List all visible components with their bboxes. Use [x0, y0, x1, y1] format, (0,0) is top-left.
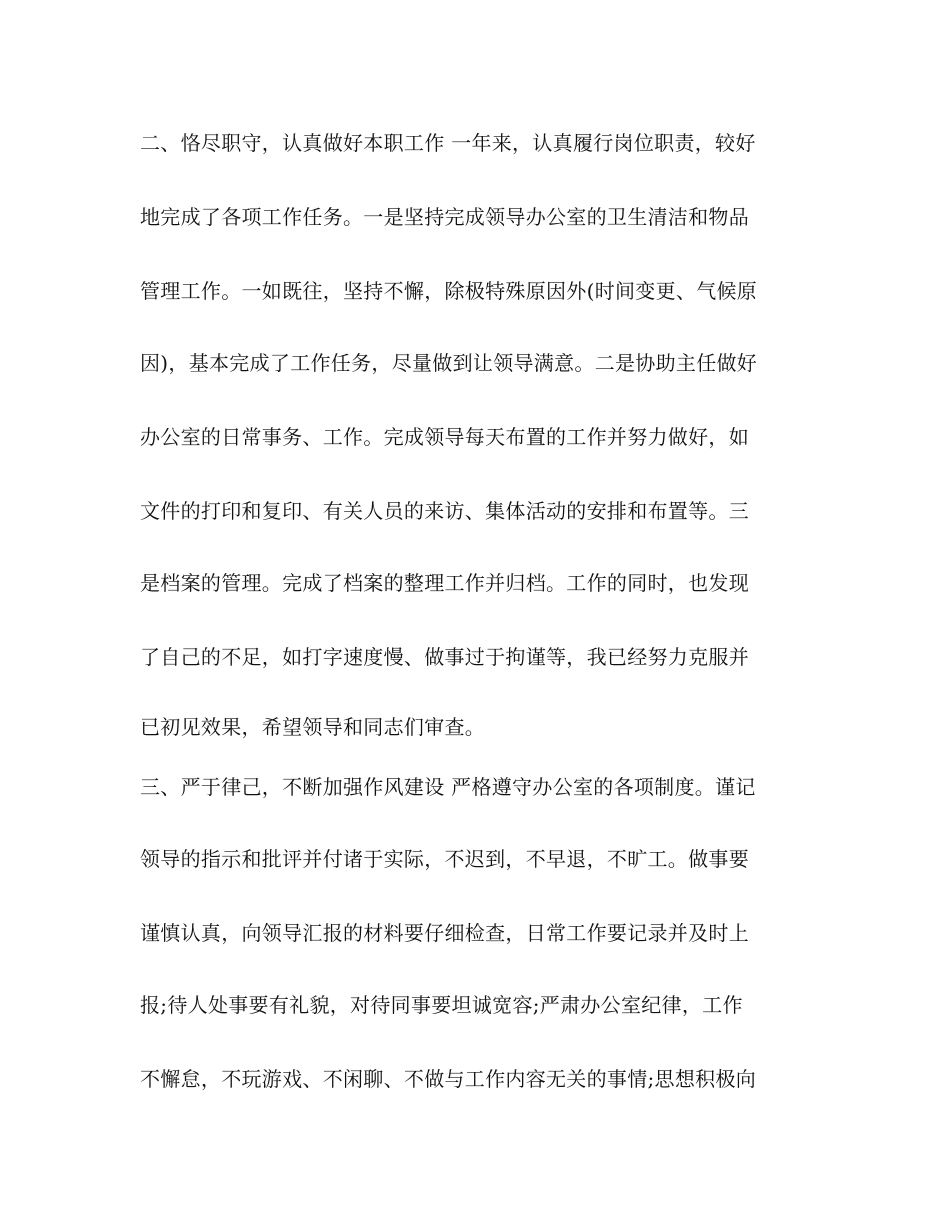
paragraph-line: 文件的打印和复印、有关人员的来访、集体活动的安排和布置等。三: [140, 499, 749, 523]
paragraph-line: 二、恪尽职守，认真做好本职工作 一年来，认真履行岗位职责，较好: [140, 131, 756, 155]
paragraph-line: 是档案的管理。完成了档案的整理工作并归档。工作的同时，也发现: [140, 571, 749, 595]
paragraph-line: 不懈怠，不玩游戏、不闲聊、不做与工作内容无关的事情;思想积极向: [140, 1067, 757, 1091]
paragraph-line: 管理工作。一如既往，坚持不懈，除极特殊原因外(时间变更、气候原: [140, 279, 758, 303]
paragraph-line: 报;待人处事要有礼貌，对待同事要坦诚宽容;严肃办公室纪律，工作: [140, 993, 743, 1017]
paragraph-line: 三、严于律己，不断加强作风建设 严格遵守办公室的各项制度。谨记: [140, 775, 756, 799]
paragraph-line: 办公室的日常事务、工作。完成领导每天布置的工作并努力做好，如: [140, 425, 749, 449]
paragraph-line: 了自己的不足，如打字速度慢、做事过于拘谨等，我已经努力克服并: [140, 645, 749, 669]
paragraph-line: 领导的指示和批评并付诸于实际，不迟到，不早退，不旷工。做事要: [140, 847, 749, 871]
paragraph-line: 已初见效果，希望领导和同志们审查。: [140, 715, 486, 739]
paragraph-line: 谨慎认真，向领导汇报的材料要仔细检查，日常工作要记录并及时上: [140, 921, 749, 945]
paragraph-line: 因)，基本完成了工作任务，尽量做到让领导满意。二是协助主任做好: [140, 351, 758, 375]
paragraph-line: 地完成了各项工作任务。一是坚持完成领导办公室的卫生清洁和物品: [140, 205, 749, 229]
